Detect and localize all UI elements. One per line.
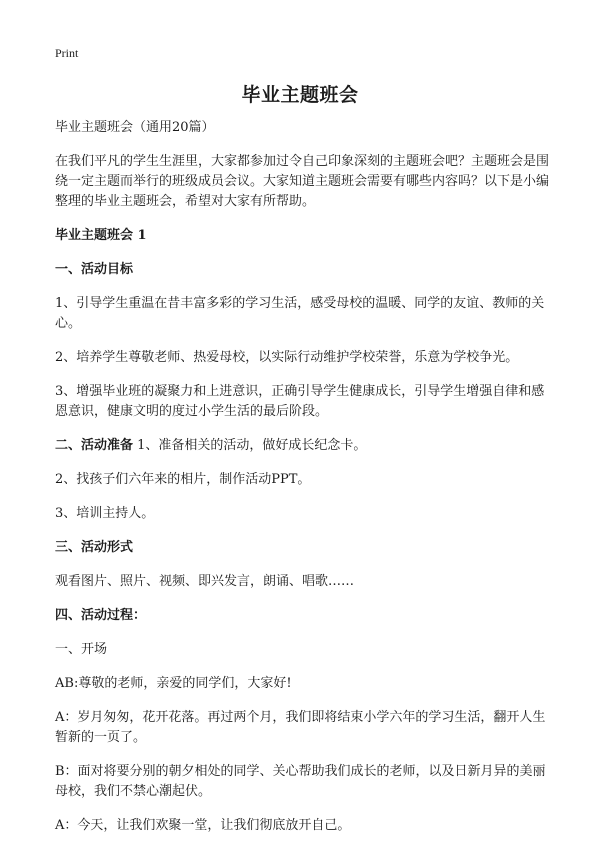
prep-paragraph [55, 436, 555, 456]
prep-heading: 二、活动准备 [55, 438, 134, 453]
section-heading: 毕业主题班会 1 [55, 228, 147, 243]
document-title: 毕业主题班会 [241, 84, 359, 106]
prep-item-3: 3、培训主持人。 [55, 506, 155, 521]
form-heading: 三、活动形式 [55, 540, 134, 555]
prep-item-1: 1、准备相关的活动，做好成长纪念卡。 [137, 438, 367, 453]
dialogue-b-1: B：面对将要分别的朝夕相处的同学、关心帮助我们成长的老师，以及日新月异的美丽母校，我们不禁心潮起伏。 [55, 764, 546, 799]
process-heading: 四、活动过程： [55, 608, 147, 623]
goal-item-3: 3、增强毕业班的凝聚力和上进意识，正确引导学生健康成长，引导学生增强自律和感恩意识，健康文明的度过小学生活的最后阶段。 [55, 384, 545, 419]
dialogue-a-2: A：今天，让我们欢聚一堂，让我们彻底放开自己。 [55, 818, 351, 833]
goal-item-2: 2、培养学生尊敬老师、热爱母校，以实际行动维护学校荣誉，乐意为学校争光。 [55, 350, 519, 365]
form-text: 观看图片、照片、视频、即兴发言，朗诵、唱歌…… [55, 574, 355, 589]
document-body [55, 118, 555, 850]
opening-label: 一、开场 [55, 642, 108, 657]
goal-heading: 一、活动目标 [55, 262, 134, 277]
dialogue-a-1: A：岁月匆匆，花开花落。再过两个月，我们即将结束小学六年的学习生活，翻开人生暂新的一页了。 [55, 710, 546, 745]
print-link[interactable]: Print [55, 46, 79, 60]
intro-paragraph: 在我们平凡的学生生涯里，大家都参加过令自己印象深刻的主题班会吧？主题班会是围绕一定主题而举行的班级成员会议。大家知道主题班会需要有哪些内容吗？以下是小编整理的毕业主题班会，希望对大家有所帮助。 [55, 154, 550, 209]
prep-item-2: 2、找孩子们六年来的相片，制作活动PPT。 [55, 472, 311, 487]
document-subtitle: 毕业主题班会（通用20篇） [55, 120, 215, 135]
dialogue-ab: AB:尊敬的老师，亲爱的同学们，大家好! [55, 676, 292, 691]
goal-item-1: 1、引导学生重温在昔丰富多彩的学习生活，感受母校的温暖、同学的友谊、教师的关心。 [55, 296, 545, 331]
